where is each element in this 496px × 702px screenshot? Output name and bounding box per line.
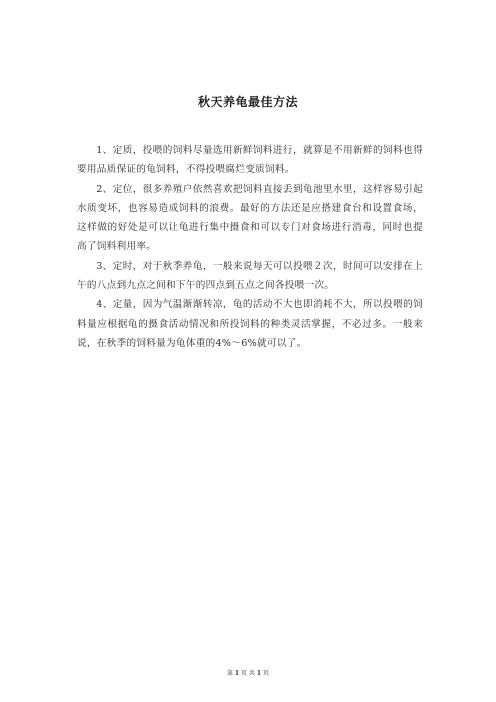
footer-middle: 页 共 bbox=[241, 670, 255, 677]
paragraph-1: 1、定质，投喂的饲料尽量选用新鲜饲料进行，就算是不用新鲜的饲料也得要用品质保证的龟饲料，不得投喂腐烂变质饲料。 bbox=[77, 145, 423, 176]
footer-total-pages: 1 bbox=[256, 670, 262, 677]
document-body bbox=[77, 141, 423, 353]
page-footer bbox=[0, 668, 496, 677]
paragraph-2: 2、定位，很多养殖户依然喜欢把饲料直接丢到龟池里水里，这样容易引起水质变坏，也容易造成饲料的浪费。最好的方法还是应搭建食台和设置食场，这样做的好处是可以让龟进行集中摄食和可以专门对食场进行消毒，同时也提高了饲料利用率。 bbox=[77, 183, 423, 253]
footer-suffix: 页 bbox=[262, 670, 269, 677]
document-title: 秋天养龟最佳方法 bbox=[197, 95, 298, 109]
footer-current-page: 1 bbox=[234, 670, 240, 677]
footer-prefix: 第 bbox=[226, 670, 233, 677]
paragraph-3: 3、定时，对于秋季养龟，一般来说每天可以投喂２次，时间可以安排在上午的八点到九点之间和下午的四点到五点之间各投喂一次。 bbox=[77, 260, 423, 292]
paragraph-4: 4、定量，因为气温渐渐转凉，龟的活动不大也即消耗不大，所以投喂的饲料量应根据龟的摄食活动情况和所投饲料的种类灵活掌握，不必过多。一般来说，在秋季的饲料量为龟体重的4%～6%就可以了。 bbox=[77, 299, 423, 349]
